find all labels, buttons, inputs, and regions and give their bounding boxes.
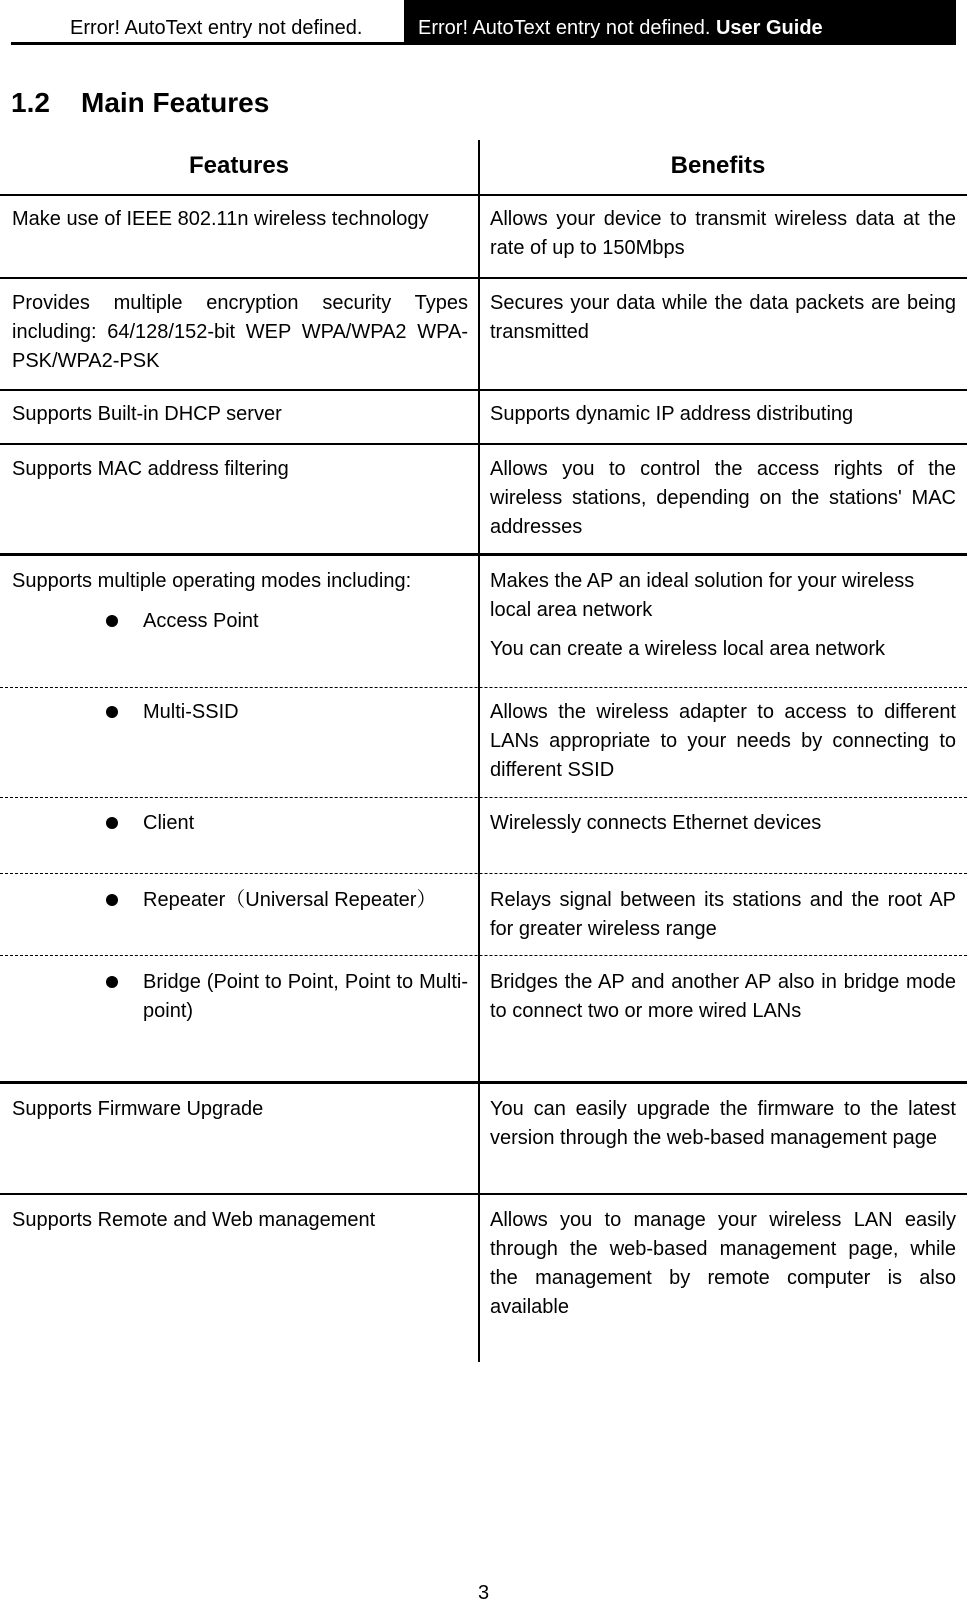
modes-intro-benefit: Makes the AP an ideal solution for your wireless local area network [490,570,915,621]
mode-label: Access Point [143,610,259,632]
dashed-divider [0,687,967,688]
mode-label: Client [143,812,195,834]
header-benefits: Benefits [670,152,766,179]
dashed-divider [0,797,967,798]
bullet-icon [106,615,118,627]
table-row-feature: Provides multiple encryption security Types including: 64/128/152-bit WEP WPA/WPA2 WPA-PSK/WPA2-PSK [12,292,468,372]
mode-benefit: Wirelessly connects Ethernet devices [490,812,822,834]
table-row-feature: Supports Firmware Upgrade [12,1098,264,1120]
bullet-icon [106,894,118,906]
table-row-benefit: Secures your data while the data packets are being transmitted [490,292,956,343]
table-row-benefit: You can easily upgrade the firmware to the latest version through the web-based management page [490,1098,956,1149]
mode-label: Bridge (Point to Point, Point to Multi-point) [143,971,468,1022]
bullet-icon [106,976,118,988]
table-row-feature: Supports Built-in DHCP server [12,403,282,425]
row-divider [0,389,967,391]
table-row-benefit: Allows you to manage your wireless LAN easily through the web-based management page, while the management by remote computer is also available [490,1209,956,1318]
dashed-divider [0,955,967,956]
mode-benefit: Bridges the AP and another AP also in bridge mode to connect two or more wired LANs [490,971,956,1022]
page-number: 3 [477,1582,490,1604]
column-divider [478,140,480,1362]
header-rule [11,42,404,45]
row-divider [0,553,967,556]
section-title [11,86,269,120]
dashed-divider [0,873,967,874]
table-row-feature: Make use of IEEE 802.11n wireless technology [12,208,429,230]
mode-benefit: You can create a wireless local area network [490,638,886,660]
header-right-block [404,0,956,45]
row-divider [0,277,967,279]
row-divider [0,443,967,445]
section-number: 1.2 [11,87,50,118]
header-left-text: Error! AutoText entry not defined. [70,17,363,39]
table-row-feature: Supports MAC address filtering [12,458,289,480]
bullet-icon [106,706,118,718]
row-divider [0,1193,967,1195]
bullet-icon [106,817,118,829]
mode-benefit: Allows the wireless adapter to access to different LANs appropriate to your needs by connecting to different SSID [490,701,956,781]
mode-label: Repeater（Universal Repeater） [143,889,437,911]
header-features: Features [188,152,290,179]
row-divider [0,194,967,196]
modes-intro: Supports multiple operating modes including: [12,570,412,592]
mode-benefit: Relays signal between its stations and the root AP for greater wireless range [490,889,956,940]
section-title-text: Main Features [81,87,270,118]
row-divider [0,1081,967,1084]
header-guide-title: User Guide [715,17,823,39]
table-row-feature: Supports Remote and Web management [12,1209,376,1231]
mode-label: Multi-SSID [143,701,239,723]
table-row-benefit: Allows your device to transmit wireless data at the rate of up to 150Mbps [490,208,956,259]
header-right-text: Error! AutoText entry not defined. [418,17,711,39]
table-row-benefit: Supports dynamic IP address distributing [490,403,854,425]
table-row-benefit: Allows you to control the access rights of the wireless stations, depending on the stations' MAC addresses [490,458,956,538]
